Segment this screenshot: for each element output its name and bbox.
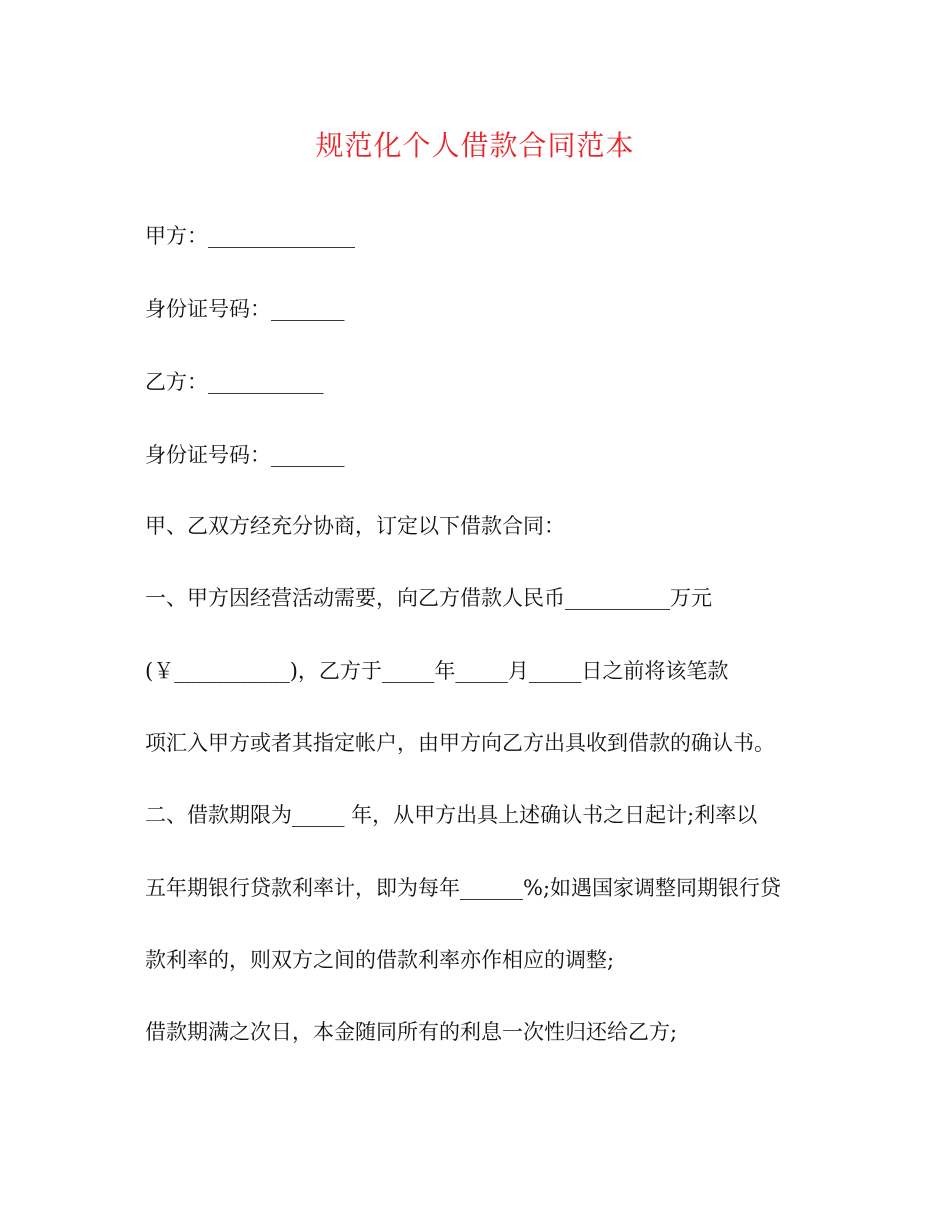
- clause-1-line-1: 一、甲方因经营活动需要，向乙方借款人民币__________万元: [145, 586, 712, 610]
- preamble-line: 甲、乙双方经充分协商，订定以下借款合同：: [145, 514, 565, 538]
- clause-1-line-2: (￥___________)，乙方于_____年_____月_____日之前将该笔款: [145, 659, 729, 683]
- party-b-line: 乙方：___________: [145, 370, 324, 394]
- clause-2-line-1: 二、借款期限为_____ 年，从甲方出具上述确认书之日起计;利率以: [145, 803, 758, 827]
- party-a-id-line: 身份证号码：_______: [145, 297, 345, 321]
- clause-2-line-3: 款利率的，则双方之间的借款利率亦作相应的调整;: [145, 948, 615, 972]
- party-a-line: 甲方：______________: [145, 224, 355, 248]
- clause-2-line-2: 五年期银行贷款利率计，即为每年______%;如遇国家调整同期银行贷: [145, 876, 782, 900]
- document-title: 规范化个人借款合同范本: [315, 129, 635, 162]
- clause-1-line-3: 项汇入甲方或者其指定帐户，由甲方向乙方出具收到借款的确认书。: [145, 731, 775, 755]
- party-b-id-line: 身份证号码：_______: [145, 443, 345, 467]
- repayment-line: 借款期满之次日，本金随同所有的利息一次性归还给乙方;: [145, 1020, 678, 1044]
